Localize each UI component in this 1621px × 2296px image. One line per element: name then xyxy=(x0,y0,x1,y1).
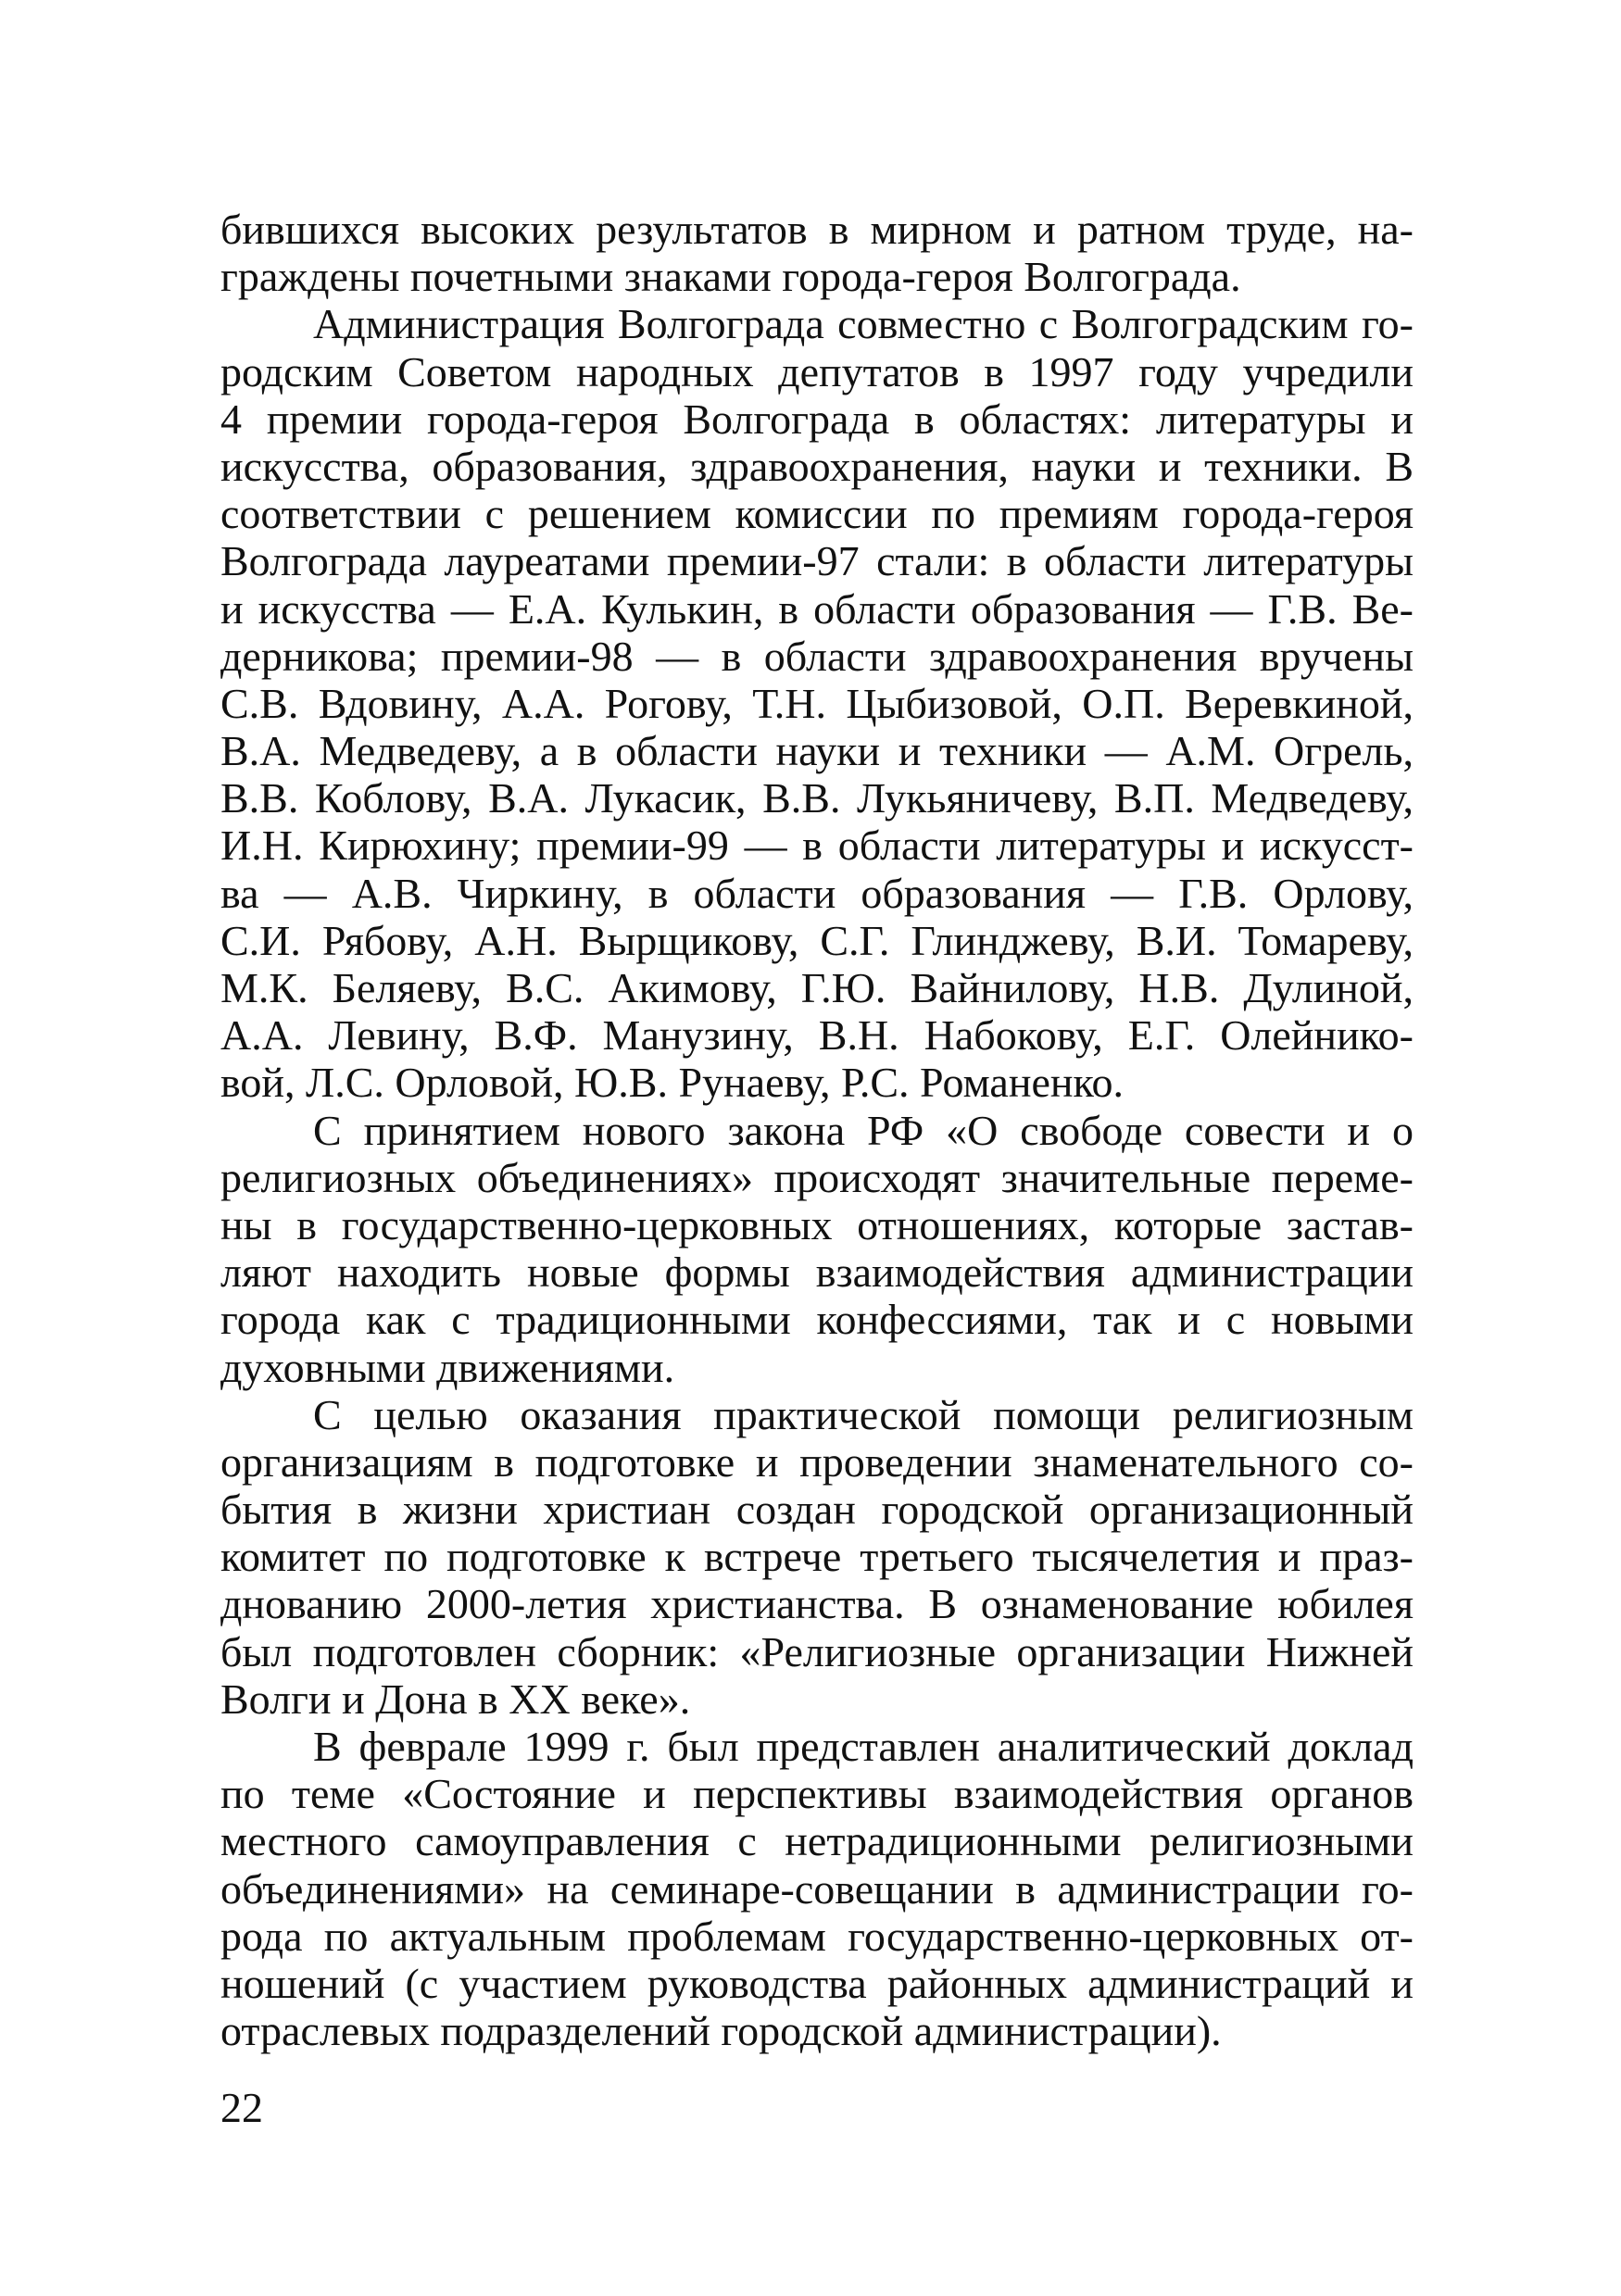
text-line: бившихся высоких результатов в мирном и ратном труде, на- xyxy=(220,206,1414,253)
text-line: Волги и Дона в XX веке». xyxy=(220,1675,691,1723)
text-line: рода по актуальным проблемам государственно-церковных от- xyxy=(220,1912,1414,1960)
text-line: С.В. Вдовину, А.А. Рогову, Т.Н. Цыбизовой, О.П. Веревкиной, xyxy=(220,679,1414,727)
text-line: комитет по подготовке к встрече третьего тысячелетия и праз- xyxy=(220,1533,1414,1581)
text-line: по теме «Состояние и перспективы взаимодействия органов xyxy=(220,1770,1414,1818)
text-line: отраслевых подразделений городской администрации). xyxy=(220,2007,1222,2055)
text-line: организациям в подготовке и проведении знаменательного со- xyxy=(220,1437,1414,1486)
paragraph xyxy=(220,1723,1414,2054)
text-line: В феврале 1999 г. был представлен аналитический доклад xyxy=(313,1723,1414,1770)
paragraph xyxy=(220,300,1414,1106)
text-line: религиозных объединениях» происходят значительные переме- xyxy=(220,1153,1414,1201)
text-line: В.А. Медведеву, а в области науки и техники — А.М. Огрель, xyxy=(220,727,1414,775)
text-line: граждены почетными знаками города-героя Волгограда. xyxy=(220,253,1241,301)
text-line: 4 премии города-героя Волгограда в областях: литературы и xyxy=(220,395,1414,443)
text-line: ны в государственно-церковных отношениях, которые застав- xyxy=(220,1200,1414,1248)
text-line: духовными движениями. xyxy=(220,1343,675,1391)
text-line: был подготовлен сборник: «Религиозные организации Нижней xyxy=(220,1627,1414,1675)
text-line: соответствии с решением комиссии по премиям города-героя xyxy=(220,490,1414,538)
paragraph xyxy=(220,1107,1414,1391)
text-line: города как с традиционными конфессиями, так и с новыми xyxy=(220,1296,1414,1344)
text-line: вой, Л.С. Орловой, Ю.В. Рунаеву, Р.С. Романенко. xyxy=(220,1059,1124,1107)
text-line: днованию 2000-летия христианства. В ознаменование юбилея xyxy=(220,1580,1414,1628)
text-line: ношений (с участием руководства районных администраций и xyxy=(220,1959,1414,2007)
text-line: объединениями» на семинаре-совещании в администрации го- xyxy=(220,1864,1414,1913)
text-line: Волгограда лауреатами премии-97 стали: в области литературы xyxy=(220,537,1414,585)
text-line: дерникова; премии-98 — в области здравоохранения вручены xyxy=(220,632,1414,680)
text-line: В.В. Коблову, В.А. Лукасик, В.В. Лукьяничеву, В.П. Медведеву, xyxy=(220,774,1414,822)
paragraph xyxy=(220,1391,1414,1723)
paragraph xyxy=(220,206,1414,300)
text-line: ва — А.В. Чиркину, в области образования — Г.В. Орлову, xyxy=(220,869,1414,917)
text-line: искусства, образования, здравоохранения, науки и техники. В xyxy=(220,442,1414,490)
text-line: бытия в жизни христиан создан городской организационный xyxy=(220,1486,1414,1534)
text-line: А.А. Левину, В.Ф. Манузину, В.Н. Набокову, Е.Г. Олейнико- xyxy=(220,1011,1414,1060)
text-line: С принятием нового закона РФ «О свободе совести и о xyxy=(313,1106,1414,1154)
text-line: местного самоуправления с нетрадиционными религиозными xyxy=(220,1817,1414,1865)
text-line: С целью оказания практической помощи религиозным xyxy=(313,1390,1414,1438)
text-line: и искусства — Е.А. Кулькин, в области образования — Г.В. Ве- xyxy=(220,584,1414,633)
page-body-text xyxy=(220,206,1414,2054)
text-line: С.И. Рябову, А.Н. Вырщикову, С.Г. Глинджеву, В.И. Томареву, xyxy=(220,916,1414,964)
text-line: И.Н. Кирюхину; премии-99 — в области литературы и искусст- xyxy=(220,822,1414,870)
text-line: М.К. Беляеву, В.С. Акимову, Г.Ю. Вайнилову, Н.В. Дулиной, xyxy=(220,964,1414,1011)
text-line: Администрация Волгограда совместно с Волгоградским го- xyxy=(313,300,1414,348)
text-line: ляют находить новые формы взаимодействия администрации xyxy=(220,1248,1414,1297)
page-number: 22 xyxy=(220,2084,263,2131)
text-line: родским Советом народных депутатов в 1997 году учредили xyxy=(220,347,1414,395)
